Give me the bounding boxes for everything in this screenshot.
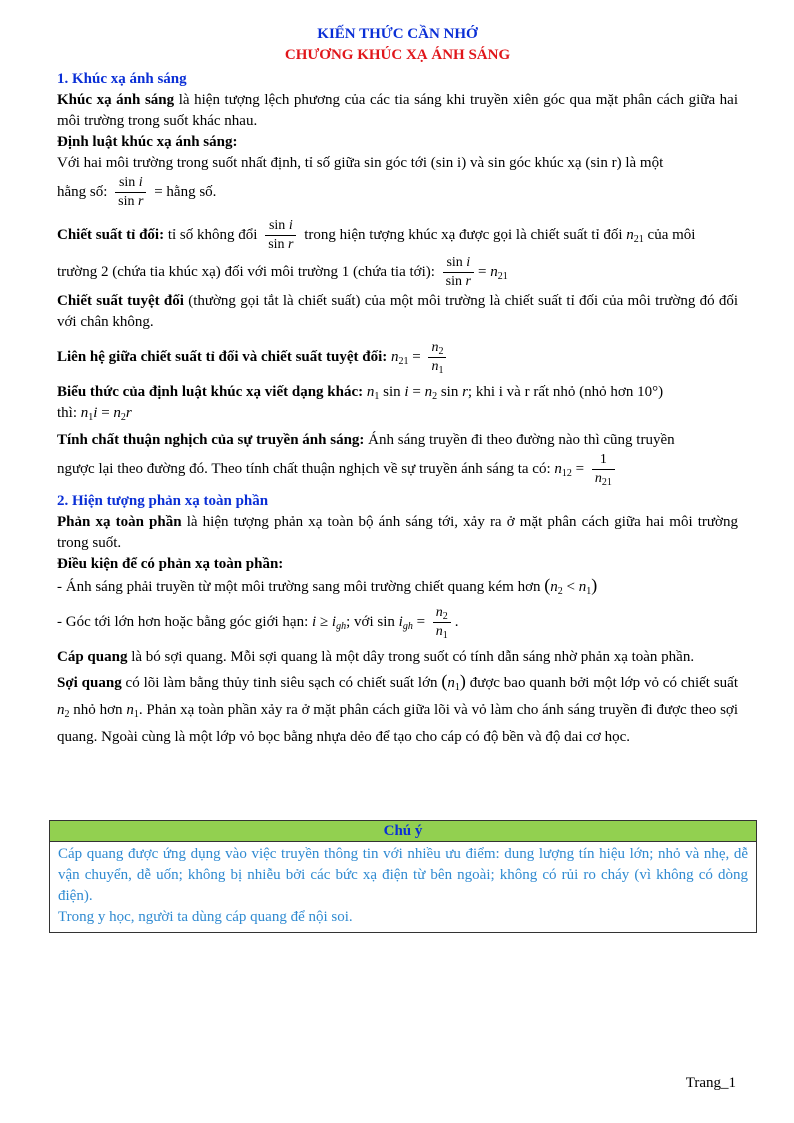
fiber-cable: Cáp quang là bó sợi quang. Mỗi sợi quang là một dây trong suốt có tính dẫn sáng nhờ phản xạ toàn phần. <box>57 649 695 665</box>
section-1-heading: 1. Khúc xạ ánh sáng <box>57 71 187 87</box>
relative-index: Chiết suất tỉ đối: tỉ số không đổi $\frac{\text{sin i}}{\text{sin r}}$ trong hiện tượng khúc xạ được gọi là chiết suất tỉ đối $n_{21}$ của môi <box>57 218 696 252</box>
small-angle: thì: $n_1i = n_2r$ <box>57 405 132 423</box>
law-text: Với hai môi trường trong suốt nhất định, tỉ số giữa sin góc tới (sin i) và sin góc khúc xạ (sin r) là một <box>57 155 664 171</box>
note-title: Chú ý <box>50 821 756 842</box>
page-number: Trang_1 <box>685 1075 736 1091</box>
condition-1: - Ánh sáng phải truyền từ một môi trường sang môi trường chiết quang kém hơn $(n_2 < n_1)$ <box>57 575 598 597</box>
condition-2: - Góc tới lớn hơn hoặc bằng góc giới hạn: $i \ge i_{gh}$; với $\sin i_{gh}$ = $\frac{n_2}{n_1}$ . <box>57 605 459 641</box>
reversibility-formula: ngược lại theo đường đó. Theo tính chất thuận nghịch về sự truyền ánh sáng ta có: $n_{12}$ = $\frac{1}{n_{21}}$ <box>57 451 738 488</box>
law-other-form: Biểu thức của định luật khúc xạ viết dạng khác: $n_1$ $\sin i = n_2$ sin r; khi i và r rất nhỏ (nhỏ hơn 10°) <box>57 384 664 402</box>
title-main: KIẾN THỨC CẦN NHỚ <box>317 26 478 42</box>
document-page <box>57 22 738 751</box>
tir-definition: Phản xạ toàn phần là hiện tượng phản xạ toàn bộ ánh sáng tới, xảy ra ở mặt phân cách giữa hai môi trường trong suốt. <box>57 514 738 551</box>
law-formula: hằng số: $\frac{\text{sin i}}{\text{sin r}}$ = hằng số. <box>57 175 217 209</box>
relative-index-formula: trường 2 (chứa tia khúc xạ) đối với môi trường 1 (chứa tia tới): $\frac{\text{sin i}}{\text{sin r}}$ = $n_{21}$ <box>57 255 508 289</box>
condition-heading: Điều kiện để có phản xạ toàn phần: <box>57 556 284 572</box>
note-line-2: Trong y học, người ta dùng cáp quang để nội soi. <box>58 909 353 925</box>
note-body <box>50 842 756 932</box>
refraction-definition: Khúc xạ ánh sáng là hiện tượng lệch phương của các tia sáng khi truyền xiên góc qua mặt phân cách giữa hai môi trường trong suốt khác nhau. <box>57 92 739 129</box>
formula-n2-n1: $\frac{n_2}{n_1}$ <box>428 339 446 376</box>
formula-critical: $\frac{n_2}{n_1}$ <box>433 604 451 641</box>
title-chapter: CHƯƠNG KHÚC XẠ ÁNH SÁNG <box>284 47 511 63</box>
formula-inverse: $\frac{1}{n_{21}}$ <box>592 451 615 488</box>
note-box <box>49 820 757 933</box>
formula-sin-ratio: $\frac{\text{sin i}}{\text{sin r}}$ <box>115 174 146 211</box>
section-2-heading: 2. Hiện tượng phản xạ toàn phần <box>57 493 269 509</box>
absolute-index: Chiết suất tuyệt đối (thường gọi tắt là chiết suất) của một môi trường là chiết suất tỉ đối của môi trường đó đối với chân không. <box>57 293 739 330</box>
formula-sin-ratio-2: $\frac{\text{sin i}}{\text{sin r}}$ <box>265 217 296 254</box>
law-heading: Định luật khúc xạ ánh sáng: <box>57 134 238 150</box>
reversibility: Tính chất thuận nghịch của sự truyền ánh sáng: Ánh sáng truyền đi theo đường nào thì cũng truyền <box>57 432 675 448</box>
formula-n21: $\frac{\text{sin i}}{\text{sin r}}$ <box>443 254 474 291</box>
note-line-1: Cáp quang được ứng dụng vào việc truyền thông tin với nhiều ưu điểm: dung lượng tín hiệu lớn; nhỏ và nhẹ, dễ vận chuyển, dễ uốn; không bị nhiễu bởi các bức xạ điện từ bên ngoài; không có rủi ro cháy (vì không có dòng điện). <box>58 846 748 904</box>
optical-fiber: Sợi quang có lõi làm bằng thủy tinh siêu sạch có chiết suất lớn $(n_1)$ được bao quanh bởi một lớp vỏ có chiết suất $n_2$ nhỏ hơn $n_1$. Phản xạ toàn phần xảy ra ở mặt phân cách giữa lõi và vỏ làm cho ánh sáng truyền đi được theo sợi quang. Ngoài cùng là một lớp vỏ bọc bằng nhựa dẻo để tạo cho cáp có độ bền và độ dai cơ học. <box>57 671 739 745</box>
index-relation: Liên hệ giữa chiết suất tỉ đối và chiết suất tuyệt đối: $n_{21}$ = $\frac{n_2}{n_1}$ <box>57 339 738 376</box>
